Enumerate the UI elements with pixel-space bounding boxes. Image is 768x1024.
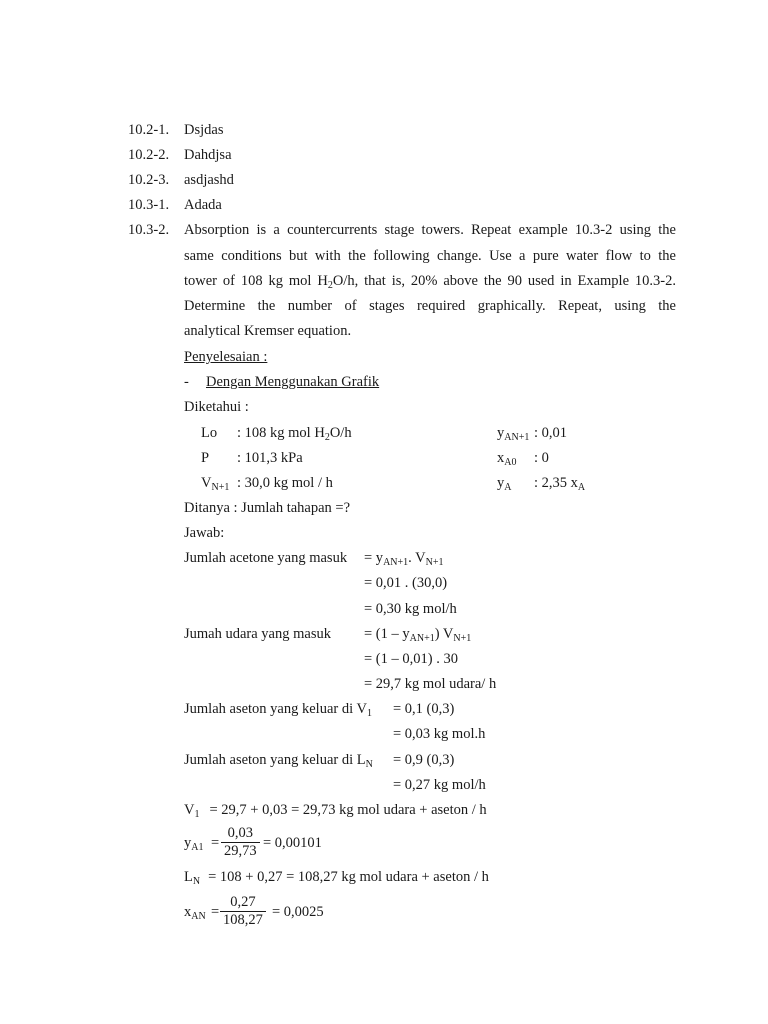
problem-text: asdjashd [184, 172, 234, 188]
problem-text: Dahdjsa [184, 147, 232, 163]
bullet: - [184, 374, 189, 390]
ya1-symbol: $y_{A1}$ [184, 835, 204, 853]
ya1-denominator: 29,73 [224, 843, 257, 859]
problem-number: 10.2-3. [128, 172, 170, 188]
method-heading: Dengan Menggunakan Grafik [206, 374, 380, 390]
problem-text: Dsjdas [184, 122, 224, 138]
given-p-value: : 101,3 kPa [237, 450, 303, 466]
acetone-v1-eq: = 0,03 kg mol.h [393, 726, 486, 742]
acetone-v1-label: Jumlah aseton yang keluar di $V_1$ [184, 701, 372, 719]
problem-statement-line: tower of 108 kg mol $H_2O/h$, that is, 20% above the 90 used in Example 10.3-2. [184, 273, 676, 291]
given-xa0-label: $x_{A0}$ [497, 450, 517, 468]
given-v-label: $V_{N+1}$ [201, 475, 230, 493]
problem-statement-line: Determine the number of stages required graphically. Repeat, using the [184, 298, 676, 314]
acetone-in-label: Jumlah acetone yang masuk [184, 550, 348, 566]
problem-statement-line: Absorption is a countercurrents stage towers. Repeat example 10.3-2 using the [184, 222, 676, 238]
air-in-eq: = 29,7 kg mol udara/ h [364, 676, 497, 692]
given-v-value: : 30,0 kg mol / h [237, 475, 333, 491]
ya1-equals: = [211, 835, 220, 851]
given-ya-label: $y_{AN+1}$ [497, 425, 530, 443]
problem-number: 10.2-2. [128, 147, 170, 163]
given-yA-value: : 2,35 $x_A$ [534, 475, 586, 493]
air-in-eq: = (1 – 0,01) . 30 [364, 651, 458, 667]
xan-result: = 0,0025 [272, 904, 324, 920]
ya1-numerator: 0,03 [221, 825, 260, 843]
given-lo-label: Lo [201, 425, 218, 441]
xan-denominator: 108,27 [223, 912, 263, 928]
xan-numerator: 0,27 [220, 894, 266, 912]
acetone-ln-eq: = 0,9 (0,3) [393, 752, 455, 768]
given-label: Diketahui : [184, 399, 249, 415]
given-xa0-value: : 0 [534, 450, 549, 466]
xan-symbol: $x_{AN}$ [184, 904, 206, 922]
problem-statement-line: same conditions but with the following change. Use a pure water flow to the [184, 248, 676, 264]
acetone-in-eq: = 0,01 . (30,0) [364, 575, 448, 591]
ln-equation: $L_N = 108 + 0,27 = 108,27$ kg mol udara + aseton / h [184, 869, 489, 887]
acetone-ln-eq: = 0,27 kg mol/h [393, 777, 486, 793]
acetone-ln-label: Jumlah aseton yang keluar di $L_N$ [184, 752, 373, 770]
problem-number: 10.2-1. [128, 122, 170, 138]
xan-fraction [220, 894, 266, 929]
air-in-label: Jumah udara yang masuk [184, 626, 331, 642]
problem-number: 10.3-1. [128, 197, 170, 213]
v1-equation: $V_1 = 29,7 + 0,03 = 29,73$ kg mol udara + aseton / h [184, 802, 487, 820]
answer-label: Jawab: [184, 525, 225, 541]
given-yA-label: $y_A$ [497, 475, 512, 493]
asked-line: Ditanya : Jumlah tahapan =? [184, 500, 351, 516]
acetone-in-eq: = $y_{AN+1}$. $V_{N+1}$ [364, 550, 444, 568]
acetone-in-eq: = 0,30 kg mol/h [364, 601, 457, 617]
problem-number: 10.3-2. [128, 222, 170, 238]
ya1-fraction [221, 825, 260, 860]
given-ya-value: : 0,01 [534, 425, 568, 441]
acetone-v1-eq: = 0,1 (0,3) [393, 701, 455, 717]
problem-statement-line: analytical Kremser equation. [184, 323, 352, 339]
problem-text: Adada [184, 197, 222, 213]
ya1-result: = 0,00101 [263, 835, 322, 851]
air-in-eq: = $(1 - y_{AN+1})$ $V_{N+1}$ [364, 626, 472, 644]
solution-heading: Penyelesaian : [184, 349, 268, 365]
given-lo-value: : 108 kg mol $H_2O/h$ [237, 425, 352, 443]
xan-equals: = [211, 904, 220, 920]
given-p-label: P [201, 450, 210, 466]
